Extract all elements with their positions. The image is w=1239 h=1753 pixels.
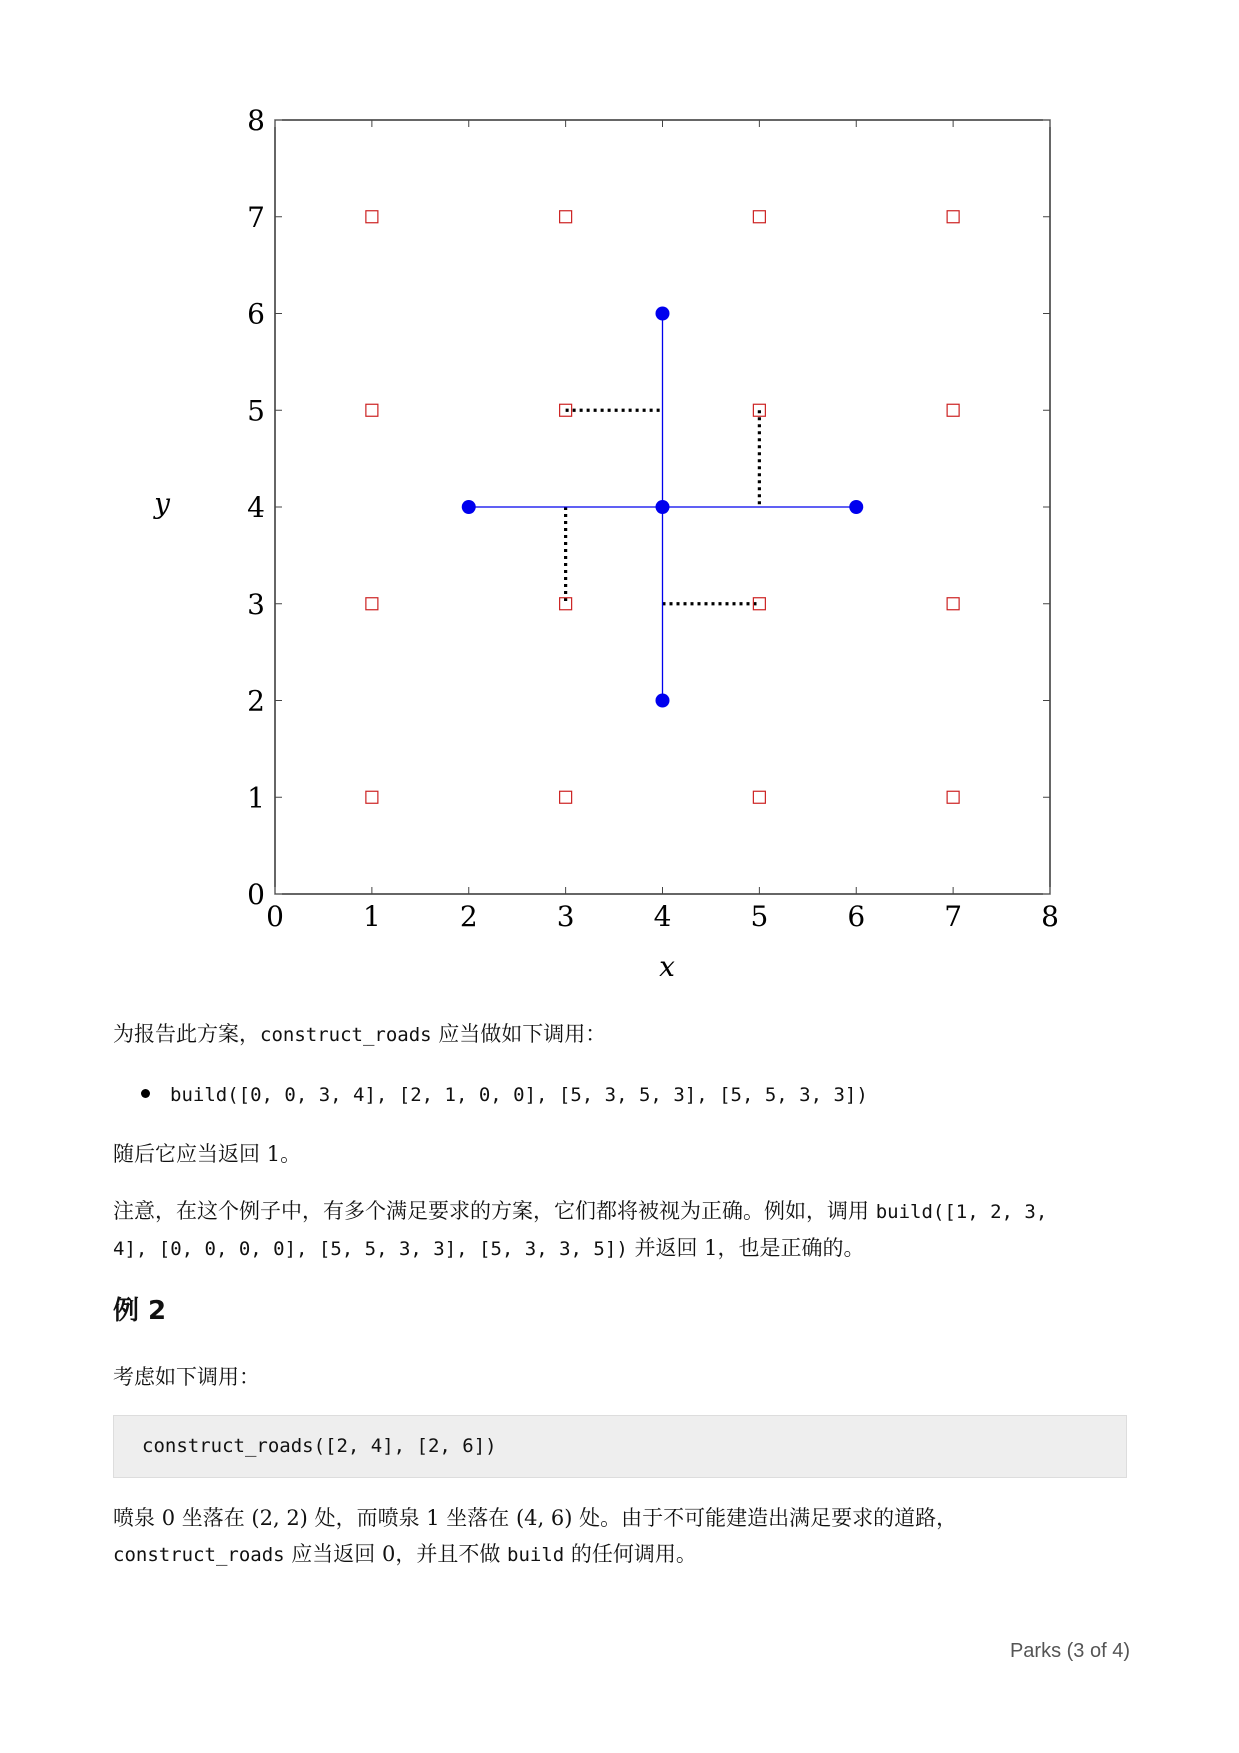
- code-span: build([0, 0, 3, 4], [2, 1, 0, 0], [5, 3, 5, 3], [5, 5, 3, 3]): [170, 1084, 868, 1106]
- math-number: 0: [381, 1542, 396, 1566]
- paragraph-note: [113, 1193, 1126, 1267]
- y-tick-label: 5: [247, 394, 265, 428]
- page-footer: Parks (3 of 4): [1009, 1640, 1130, 1662]
- y-tick-label: 6: [247, 297, 265, 331]
- code-span: construct_roads: [113, 1544, 285, 1566]
- y-tick-label: 8: [247, 104, 265, 137]
- text-span: ，并且不做: [395, 1542, 508, 1566]
- math-number: 1: [426, 1506, 440, 1530]
- plot-ticks: [247, 104, 1059, 933]
- bench-square: [947, 791, 959, 803]
- text-span: ，也是正确的。: [717, 1236, 865, 1260]
- fountain-point: [849, 500, 863, 514]
- bench-square: [366, 211, 378, 223]
- y-tick-label: 4: [247, 491, 265, 524]
- example-heading: 例 2: [113, 1296, 167, 1326]
- bench-square: [366, 791, 378, 803]
- x-axis-label: x: [659, 950, 675, 983]
- math-point: (2, 2): [251, 1506, 308, 1530]
- bench-square: [753, 211, 765, 223]
- x-tick-label: 5: [750, 900, 769, 933]
- y-tick-label: 0: [247, 878, 265, 911]
- math-number: 1: [704, 1236, 718, 1260]
- paragraph-solution-report: [113, 1016, 1126, 1053]
- bench-square: [947, 598, 959, 610]
- math-number: 1: [266, 1142, 281, 1166]
- paragraph-return: [113, 1136, 1126, 1172]
- text-span: 。: [280, 1142, 302, 1166]
- x-tick-label: 2: [459, 900, 478, 933]
- text-span: 并返回: [627, 1236, 705, 1260]
- text-span: 处。由于不可能建造出满足要求的道路，: [572, 1506, 958, 1530]
- y-tick-label: 3: [247, 587, 265, 621]
- bench-square: [947, 404, 959, 416]
- text-span: 坐落在: [175, 1506, 252, 1530]
- fountain-point: [656, 500, 670, 514]
- code-span: build: [507, 1544, 565, 1566]
- text-span: 随后它应当返回: [113, 1142, 267, 1166]
- x-tick-label: 4: [653, 900, 672, 933]
- y-axis-label: y: [154, 487, 170, 520]
- code-block: [113, 1415, 1127, 1478]
- bench-square: [366, 404, 378, 416]
- bench-square: [753, 791, 765, 803]
- x-tick-label: 7: [944, 900, 963, 933]
- bullet-dot-icon: [141, 1089, 150, 1098]
- bench-square: [366, 598, 378, 610]
- text-span: 考虑如下调用：: [113, 1365, 260, 1389]
- fountain-point: [656, 307, 670, 321]
- y-tick-label: 2: [247, 684, 265, 718]
- x-tick-label: 8: [1041, 900, 1059, 933]
- text-span: 喷泉: [113, 1506, 162, 1530]
- code-span: build([1, 2, 3,: [875, 1201, 1048, 1223]
- text-span: 应当返回: [284, 1542, 382, 1566]
- text-span: 应当做如下调用：: [431, 1022, 607, 1046]
- x-tick-label: 3: [556, 900, 575, 933]
- x-tick-label: 6: [847, 900, 866, 933]
- code-span: construct_roads: [260, 1024, 432, 1046]
- paragraph-consider: [113, 1359, 1126, 1395]
- paragraph-example2-explanation: [113, 1500, 1126, 1573]
- bench-square: [560, 211, 572, 223]
- fountain-point: [462, 500, 476, 514]
- code-span: 4], [0, 0, 0, 0], [5, 5, 3, 3], [5, 3, 3, 5]): [113, 1238, 628, 1260]
- text-span: 坐落在: [439, 1506, 516, 1530]
- text-span: 注意，在这个例子中，有多个满足要求的方案，它们都将被视为正确。例如，调用: [113, 1199, 876, 1223]
- bench-square: [560, 791, 572, 803]
- bench-square: [947, 211, 959, 223]
- text-span: 的任何调用。: [564, 1542, 697, 1566]
- x-tick-label: 0: [266, 900, 284, 933]
- y-tick-label: 7: [247, 200, 265, 234]
- fountain-point: [656, 694, 670, 708]
- y-tick-label: 1: [247, 781, 265, 815]
- math-point: (4, 6): [515, 1506, 573, 1530]
- code-text: construct_roads([2, 4], [2, 6]): [142, 1435, 497, 1457]
- x-tick-label: 1: [362, 900, 381, 933]
- text-span: 为报告此方案，: [113, 1022, 260, 1046]
- bullet-list-item: [141, 1080, 868, 1110]
- math-number: 0: [161, 1506, 176, 1530]
- text-span: 处，而喷泉: [307, 1506, 427, 1530]
